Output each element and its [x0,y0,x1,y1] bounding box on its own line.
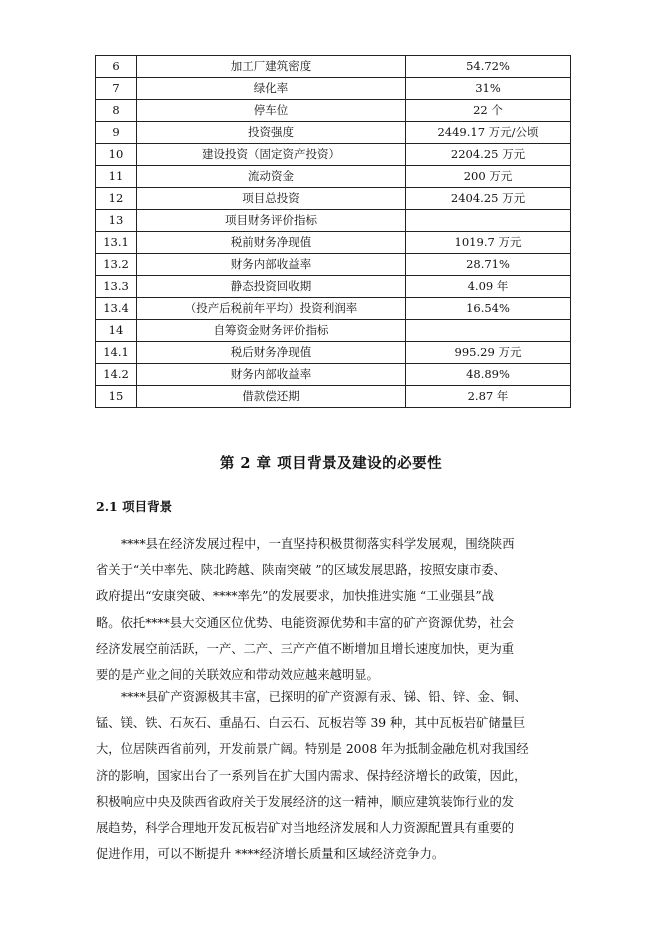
table-row [96,254,571,276]
paragraph-line: ****县在经济发展过程中，一直坚持积极贯彻落实科学发展观，围绕陕西 [121,537,515,551]
item-value-cell: 2449.17 万元/公顷 [406,122,571,144]
row-number-cell: 10 [96,144,137,166]
table-row [96,342,571,364]
item-value-cell: 31% [406,78,571,100]
table-row [96,166,571,188]
item-name-cell: 自筹资金财务评价指标 [137,320,406,342]
table-row [96,364,571,386]
paragraph-line: 略。依托****县大交通区位优势、电能资源优势和丰富的矿产资源优势，社会 [96,615,515,630]
row-number-cell: 14 [96,320,137,342]
paragraph-line: 积极响应中央及陕西省政府关于发展经济的这一精神，顺应建筑装饰行业的发 [96,794,515,809]
row-number-cell: 14.2 [96,364,137,386]
table-row [96,122,571,144]
item-name-cell: 投资强度 [137,122,406,144]
item-name-cell: 税后财务净现值 [137,342,406,364]
paragraph-line: 锰、镁、铁、石灰石、重晶石、白云石、瓦板岩等 39 种，其中瓦板岩矿储量巨 [96,716,526,731]
item-value-cell: 995.29 万元 [406,342,571,364]
item-value-cell: 16.54% [406,298,571,320]
item-value-cell [406,320,571,342]
item-name-cell: 项目总投资 [137,188,406,210]
item-name-cell: 绿化率 [137,78,406,100]
item-name-cell: 静态投资回收期 [137,276,406,298]
item-value-cell: 28.71% [406,254,571,276]
table-row [96,232,571,254]
table-row [96,386,571,408]
item-value-cell: 22 个 [406,100,571,122]
metrics-table-body [96,56,571,408]
row-number-cell: 7 [96,78,137,100]
item-name-cell: 税前财务净现值 [137,232,406,254]
table-row [96,144,571,166]
paragraph-line: 大，位居陕西省前列，开发前景广阔。特别是 2008 年为抵制金融危机对我国经 [96,742,529,757]
item-value-cell: 1019.7 万元 [406,232,571,254]
item-value-cell: 2204.25 万元 [406,144,571,166]
row-number-cell: 8 [96,100,137,122]
row-number-cell: 13.1 [96,232,137,254]
paragraph-line: 政府提出“安康突破、****率先”的发展要求，加快推进实施 “工业强县”战 [96,589,494,604]
item-value-cell: 54.72% [406,56,571,78]
item-name-cell: 加工厂建筑密度 [137,56,406,78]
paragraph-1 [96,531,566,688]
table-row [96,100,571,122]
row-number-cell: 13.4 [96,298,137,320]
table-row [96,298,571,320]
row-number-cell: 11 [96,166,137,188]
paragraph-line: 省关于“关中率先、陕北跨越、陕南突破 ”的区域发展思路，按照安康市委、 [96,563,506,578]
item-name-cell: （投产后税前年平均）投资利润率 [137,298,406,320]
paragraph-line: 促进作用，可以不断提升 ****经济增长质量和区域经济竞争力。 [96,847,445,862]
paragraph-line: 经济发展空前活跃，一产、二产、三产产值不断增加且增长速度加快，更为重 [96,641,515,656]
row-number-cell: 13 [96,210,137,232]
table-row [96,56,571,78]
table-row [96,188,571,210]
table-row [96,320,571,342]
row-number-cell: 6 [96,56,137,78]
item-value-cell: 4.09 年 [406,276,571,298]
project-metrics-table [95,55,571,408]
chapter-title: 第 2 章 项目背景及建设的必要性 [219,455,443,472]
item-name-cell: 财务内部收益率 [137,364,406,386]
item-name-cell: 流动资金 [137,166,406,188]
row-number-cell: 15 [96,386,137,408]
table-row [96,78,571,100]
item-value-cell: 2.87 年 [406,386,571,408]
table-row [96,276,571,298]
row-number-cell: 9 [96,122,137,144]
item-value-cell: 200 万元 [406,166,571,188]
item-name-cell: 财务内部收益率 [137,254,406,276]
paragraph-line: 展趋势，科学合理地开发瓦板岩矿对当地经济发展和人力资源配置具有重要的 [96,820,515,835]
item-name-cell: 项目财务评价指标 [137,210,406,232]
section-title: 2.1 项目背景 [96,499,173,514]
paragraph-line: ****县矿产资源极其丰富，已探明的矿产资源有汞、锑、铅、锌、金、铜、 [121,690,527,704]
item-name-cell: 停车位 [137,100,406,122]
item-name-cell: 借款偿还期 [137,386,406,408]
paragraph-line: 要的是产业之间的关联效应和带动效应越来越明显。 [96,667,379,682]
item-name-cell: 建设投资（固定资产投资） [137,144,406,166]
item-value-cell: 48.89% [406,364,571,386]
row-number-cell: 14.1 [96,342,137,364]
item-value-cell [406,210,571,232]
row-number-cell: 13.3 [96,276,137,298]
row-number-cell: 12 [96,188,137,210]
row-number-cell: 13.2 [96,254,137,276]
item-value-cell: 2404.25 万元 [406,188,571,210]
table-row [96,210,571,232]
paragraph-line: 济的影响，国家出台了一系列旨在扩大国内需求、保持经济增长的政策，因此， [96,768,527,783]
paragraph-2 [96,684,566,867]
